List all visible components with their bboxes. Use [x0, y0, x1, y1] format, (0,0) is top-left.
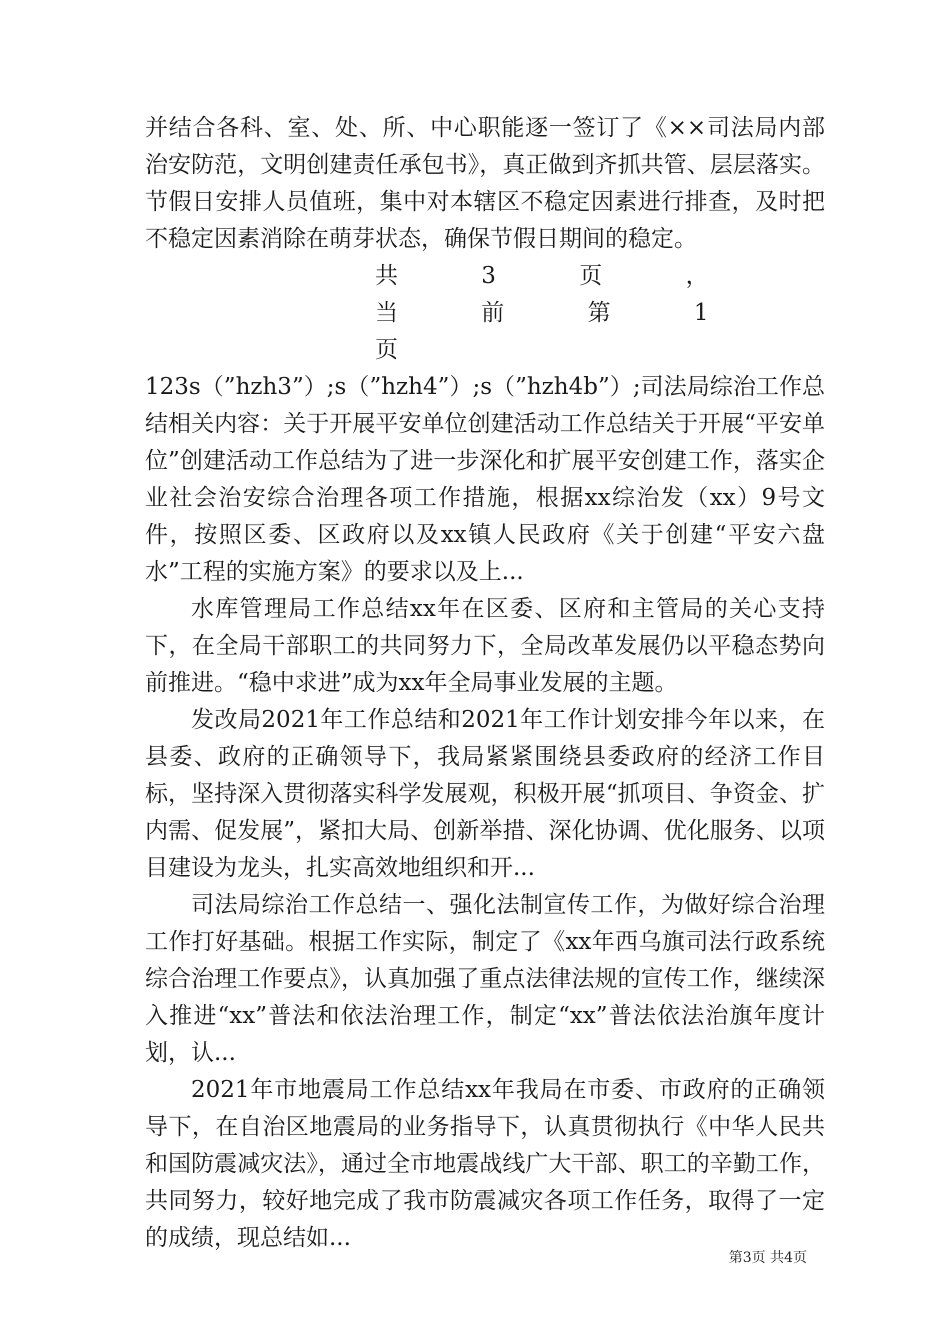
- document-body: [145, 110, 825, 1257]
- summary-judicial-bureau: 司法局综治工作总结一、强化法制宣传工作，为做好综合治理工作打好基础。根据工作实际，制定了《xx年西乌旗司法行政系统综合治理工作要点》，认真加强了重点法律法规的宣传工作，继续深入推进“xx”普法和依法治理工作，制定“xx”普法依法治旗年度计划，认...: [145, 892, 825, 1066]
- paragraph-intro: 并结合各科、室、处、所、中心职能逐一签订了《××司法局内部治安防范，文明创建责任承包书》，真正做到齐抓共管、层层落实。节假日安排人员值班，集中对本辖区不稳定因素进行排查，及时把不稳定因素消除在萌芽状态，确保节假日期间的稳定。: [145, 115, 825, 252]
- summary-development-reform: 发改局2021年工作总结和2021年工作计划安排今年以来，在县委、政府的正确领导下，我局紧紧围绕县委政府的经济工作目标，坚持深入贯彻落实科学发展观，积极开展“抓项目、争资金、扩内需、促发展”，紧扣大局、创新举措、深化协调、优化服务、以项目建设为龙头，扎实高效地组织和开...: [145, 707, 825, 881]
- related-content-block: 123s（”hzh3”）;s（”hzh4”）;s（”hzh4b”）;司法局综治工作总结相关内容：关于开展平安单位创建活动工作总结关于开展“平安单位”创建活动工作总结为了进一步深化和扩展平安创建工作，落实企业社会治安综合治理各项工作措施，根据xx综治发（xx）9号文件，按照区委、区政府以及xx镇人民政府《关于创建“平安六盘水”工程的实施方案》的要求以及上...: [145, 374, 825, 585]
- page-count-line: 共 3 页 ， 当 前 第 1 页: [375, 263, 735, 363]
- summary-reservoir: 水库管理局工作总结xx年在区委、区府和主管局的关心支持下，在全局干部职工的共同努力下，全局改革发展仍以平稳态势向前推进。“稳中求进”成为xx年全局事业发展的主题。: [145, 596, 825, 696]
- page-footer: 第3页 共4页: [728, 1250, 807, 1266]
- summary-earthquake-bureau: 2021年市地震局工作总结xx年我局在市委、市政府的正确领导下，在自治区地震局的业务指导下，认真贯彻执行《中华人民共和国防震减灾法》，通过全市地震战线广大干部、职工的辛勤工作，共同努力，较好地完成了我市防震减灾各项工作任务，取得了一定的成绩，现总结如...: [145, 1077, 825, 1251]
